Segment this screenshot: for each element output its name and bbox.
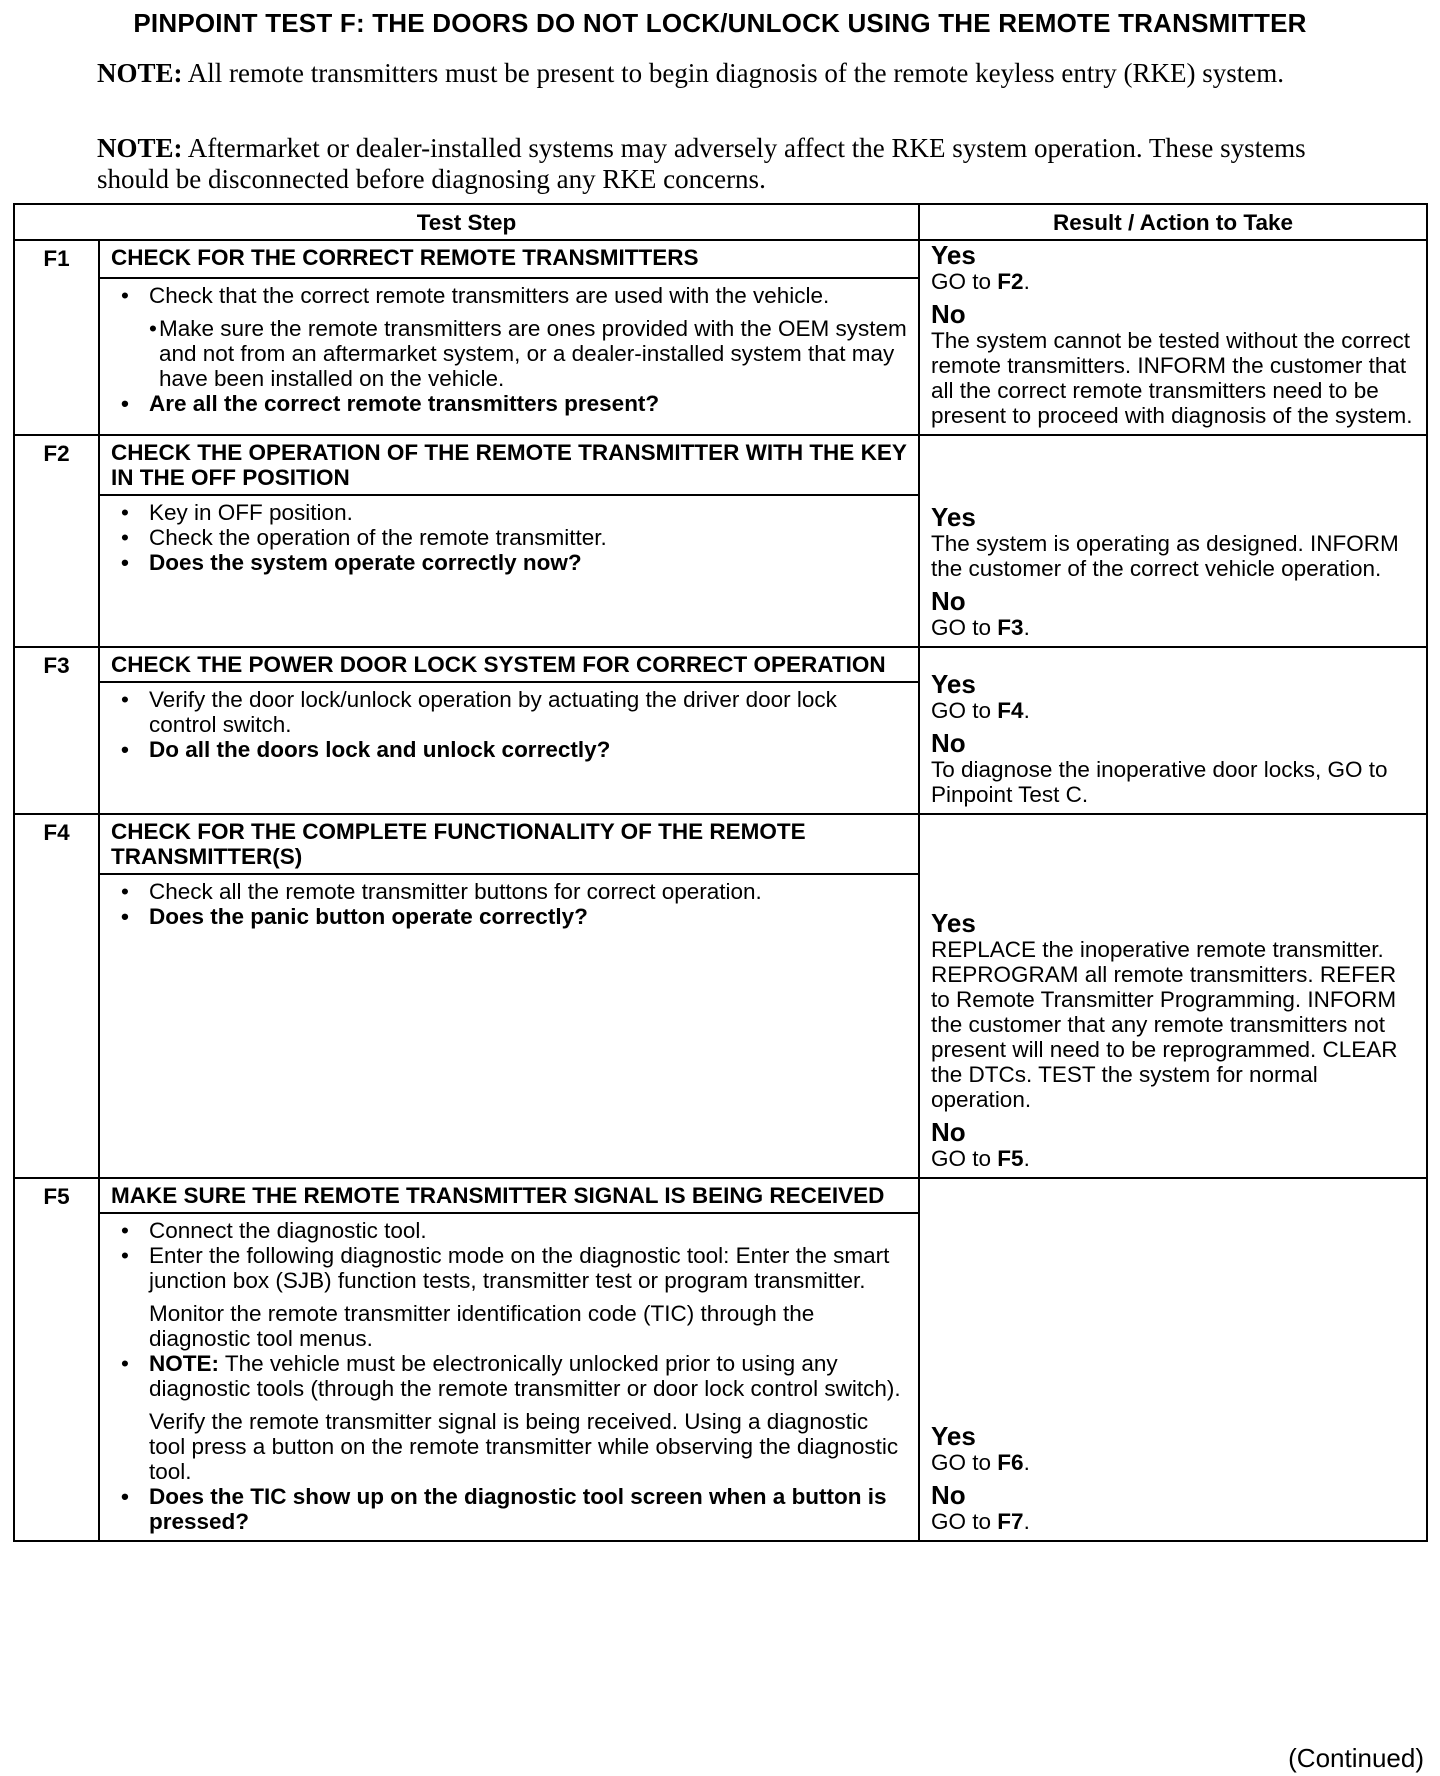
step-note xyxy=(111,1351,908,1401)
step-title: CHECK THE POWER DOOR LOCK SYSTEM FOR CORRECT OPERATION xyxy=(99,647,919,682)
step-question: • Do all the doors lock and unlock correctly? xyxy=(111,737,908,762)
step-reference: F5 xyxy=(997,1146,1024,1171)
note-label: NOTE: xyxy=(97,58,183,88)
step-reference: F4 xyxy=(997,698,1024,723)
step-reference: F7 xyxy=(997,1509,1024,1534)
step-id: F3 xyxy=(14,647,99,814)
step-instruction: • Connect the diagnostic tool. xyxy=(111,1218,908,1243)
yes-label: Yes xyxy=(931,502,976,532)
step-instruction: • Check the operation of the remote transmitter. xyxy=(111,525,908,550)
step-question: • Does the TIC show up on the diagnostic tool screen when a button is pressed? xyxy=(111,1484,908,1534)
step-instruction: Verify the remote transmitter signal is being received. Using a diagnostic tool press a button on the remote transmitter while observing the diagnostic tool. xyxy=(149,1409,899,1484)
yes-label: Yes xyxy=(931,1421,976,1451)
yes-action: GO to F2. xyxy=(931,269,1030,294)
step-id: F2 xyxy=(14,435,99,647)
step-body xyxy=(99,278,919,435)
yes-action: GO to F6. xyxy=(931,1450,1030,1475)
pinpoint-test-table xyxy=(13,203,1428,1542)
go-to-text: GO to xyxy=(931,1509,998,1534)
no-label: No xyxy=(931,299,966,329)
go-to-text: GO to xyxy=(931,269,998,294)
no-action: GO to F7. xyxy=(931,1509,1030,1534)
step-reference: F6 xyxy=(997,1450,1024,1475)
no-label: No xyxy=(931,586,966,616)
step-result xyxy=(919,240,1427,435)
step-title: CHECK FOR THE CORRECT REMOTE TRANSMITTERS xyxy=(99,240,919,278)
page-title: PINPOINT TEST F: THE DOORS DO NOT LOCK/UNLOCK USING THE REMOTE TRANSMITTER xyxy=(133,8,1307,38)
yes-action: GO to F4. xyxy=(931,698,1030,723)
note-label: NOTE: xyxy=(149,1351,219,1376)
step-instruction: • Enter the following diagnostic mode on the diagnostic tool: Enter the smart junction box (SJB) function tests, transmitter test or program transmitter. xyxy=(111,1243,908,1293)
step-id: F5 xyxy=(14,1178,99,1541)
step-title: CHECK FOR THE COMPLETE FUNCTIONALITY OF THE REMOTE TRANSMITTER(S) xyxy=(99,814,919,874)
note-text: Aftermarket or dealer-installed systems may adversely affect the RKE system operation. These systems should be disconnected before diagnosing any RKE concerns. xyxy=(97,133,1306,194)
note-text: The vehicle must be electronically unlocked prior to using any diagnostic tools (through the remote transmitter or door lock control switch). xyxy=(149,1351,901,1401)
step-body xyxy=(99,1213,919,1541)
go-to-text: GO to xyxy=(931,1146,998,1171)
note-rke-transmitters xyxy=(97,58,1347,89)
step-instruction: • Verify the door lock/unlock operation by actuating the driver door lock control switch. xyxy=(111,687,908,737)
step-question: • Does the system operate correctly now? xyxy=(111,550,908,575)
step-instruction: • Check that the correct remote transmitters are used with the vehicle. xyxy=(111,283,908,308)
step-question: • Does the panic button operate correctly? xyxy=(111,904,908,929)
note-aftermarket xyxy=(97,133,1347,195)
table-row xyxy=(14,435,1427,495)
step-title: CHECK THE OPERATION OF THE REMOTE TRANSMITTER WITH THE KEY IN THE OFF POSITION xyxy=(99,435,919,495)
note-label: NOTE: xyxy=(97,133,183,163)
step-body xyxy=(99,874,919,1178)
step-result xyxy=(919,435,1427,647)
no-action: GO to F3. xyxy=(931,615,1030,640)
yes-action: The system is operating as designed. INFORM the customer of the correct vehicle operation. xyxy=(931,531,1399,581)
no-label: No xyxy=(931,1480,966,1510)
note-text: All remote transmitters must be present to begin diagnosis of the remote keyless entry (RKE) system. xyxy=(182,58,1285,88)
step-body xyxy=(99,495,919,647)
step-title: MAKE SURE THE REMOTE TRANSMITTER SIGNAL IS BEING RECEIVED xyxy=(99,1178,919,1213)
step-id: F4 xyxy=(14,814,99,1178)
no-action: To diagnose the inoperative door locks, GO to Pinpoint Test C. xyxy=(931,757,1388,807)
table-header-row xyxy=(14,204,1427,240)
yes-label: Yes xyxy=(931,240,976,270)
step-instruction: • Key in OFF position. xyxy=(111,500,908,525)
step-question: • Are all the correct remote transmitters present? xyxy=(111,391,908,416)
yes-label: Yes xyxy=(931,669,976,699)
yes-action: REPLACE the inoperative remote transmitter. REPROGRAM all remote transmitters. REFER to Remote Transmitter Programming. INFORM the customer that any remote transmitters not present will need to be reprogrammed. CLEAR the DTCs. TEST the system for normal operation. xyxy=(931,937,1398,1112)
go-to-text: GO to xyxy=(931,1450,998,1475)
go-to-text: GO to xyxy=(931,615,998,640)
yes-label: Yes xyxy=(931,908,976,938)
no-action: GO to F5. xyxy=(931,1146,1030,1171)
table-row xyxy=(14,814,1427,874)
step-result xyxy=(919,647,1427,814)
go-to-text: GO to xyxy=(931,698,998,723)
step-instruction: • Check all the remote transmitter buttons for correct operation. xyxy=(111,879,908,904)
table-row xyxy=(14,647,1427,682)
step-instruction: Monitor the remote transmitter identification code (TIC) through the diagnostic tool menus. xyxy=(149,1301,815,1351)
step-id: F1 xyxy=(14,240,99,435)
no-action: The system cannot be tested without the correct remote transmitters. INFORM the customer that all the correct remote transmitters need to be present to proceed with diagnosis of the system. xyxy=(931,328,1413,428)
header-result-action: Result / Action to Take xyxy=(919,204,1427,240)
step-result xyxy=(919,1178,1427,1541)
step-instruction: • Make sure the remote transmitters are ones provided with the OEM system and not from an aftermarket system, or a dealer-installed system that may have been installed on the vehicle. xyxy=(111,316,908,391)
step-reference: F2 xyxy=(997,269,1024,294)
no-label: No xyxy=(931,728,966,758)
continued-label: (Continued) xyxy=(1288,1743,1424,1773)
step-reference: F3 xyxy=(997,615,1024,640)
header-test-step: Test Step xyxy=(14,204,919,240)
step-result xyxy=(919,814,1427,1178)
no-label: No xyxy=(931,1117,966,1147)
step-body xyxy=(99,682,919,814)
table-row xyxy=(14,240,1427,278)
table-row xyxy=(14,1178,1427,1213)
